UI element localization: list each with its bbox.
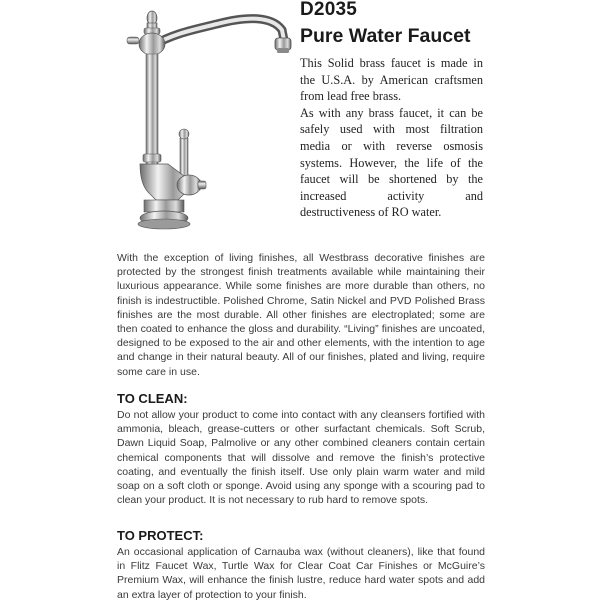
to-clean-heading: TO CLEAN:: [117, 391, 188, 406]
chrome-faucet-image: [122, 4, 292, 232]
finishes-paragraph: With the exception of living finishes, all Westbrass decorative finishes are protected by the strongest finish treatments available while maintaining their luxurious appearance. While some finishes are more durable than others, no finish is indestructible. Polished Chrome, Satin Nickel and PVD Polished Brass finishes are the most durable. All other finishes are electroplated; some are then coated to enhance the gloss and durability. “Living” finishes are uncoated, designed to be exposed to the air and other elements, with the intention to age and change in their natural beauty. All of our finishes, plated and living, require some care in use.: [117, 252, 485, 378]
to-protect-paragraph: An occasional application of Carnauba wax (without cleaners), like that found in Flitz Faucet Wax, Turtle Wax for Clear Coat Car Finishes or McGuire’s Premium Wax, will enhance the finish lustre, reduce hard water spots and add an extra layer of protection to your finish.: [117, 546, 485, 601]
intro-description: [300, 55, 483, 221]
to-protect-heading: TO PROTECT:: [117, 528, 204, 543]
product-title: Pure Water Faucet: [300, 25, 471, 47]
intro-paragraph-2: As with any brass faucet, it can be safely used with most filtration media or with reverse osmosis systems. However, the life of the faucet will be shortened by the increased activity and destructiveness of RO water.: [300, 105, 483, 220]
product-model-number: D2035: [300, 0, 357, 20]
intro-paragraph-1: This Solid brass faucet is made in the U.S.A. by American craftsmen from lead free brass.: [300, 56, 483, 104]
to-clean-paragraph: Do not allow your product to come into contact with any cleansers fortified with ammonia, bleach, grease-cutters or other surfactant chemicals. Soft Scrub, Dawn Liquid Soap, Palmolive or any other combined cleaners contain certain chemical components that will dissolve and remove the finish’s protective coating, and eventually the finish itself. Use only plain warm water and mild soap on a soft cloth or sponge. Avoid using any sponge with a scouring pad to clean your product. It is not necessary to rub hard to remove spots.: [117, 409, 485, 507]
